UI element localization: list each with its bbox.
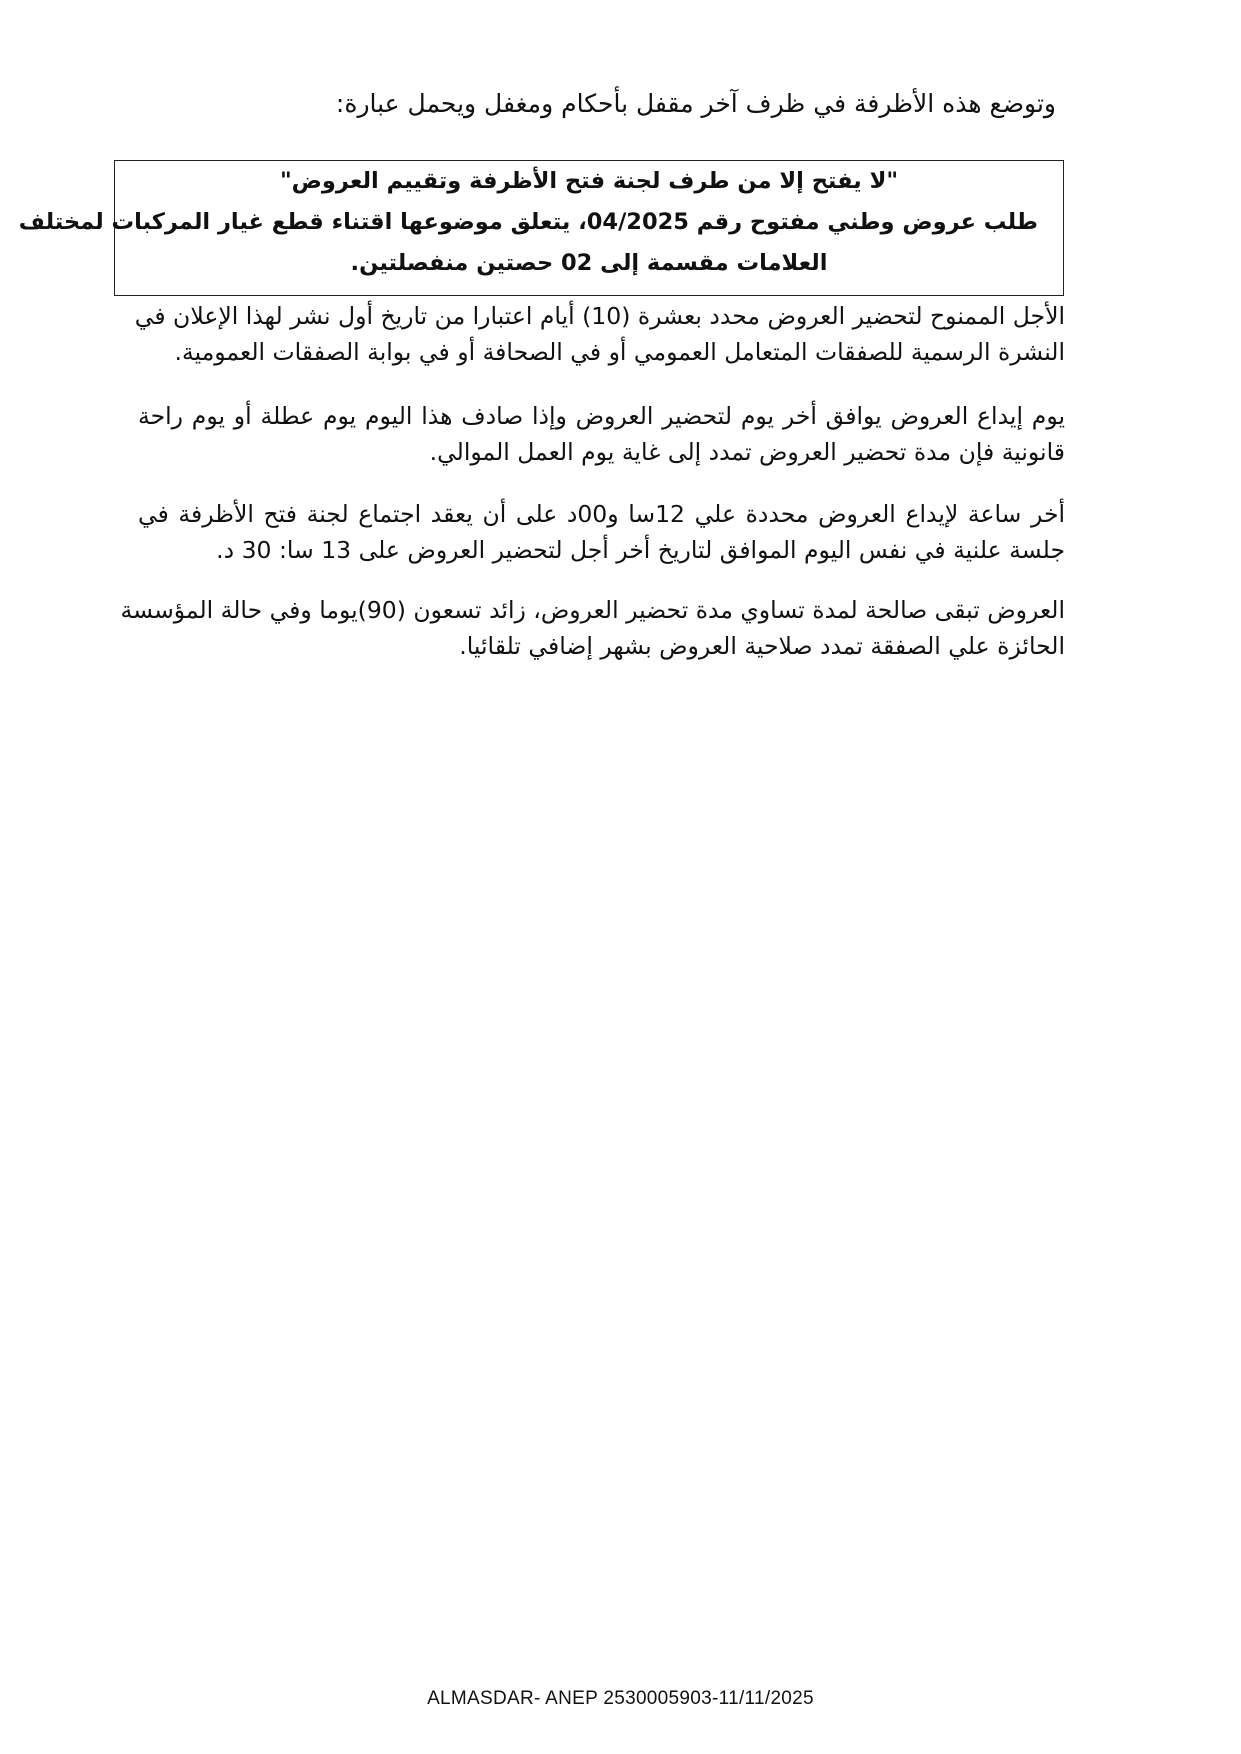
paragraph-line: يوم إيداع العروض يوافق أخر يوم لتحضير العروض وإذا صادف هذا اليوم يوم عطلة أو يوم راحة — [138, 402, 1065, 430]
intro-line: وتوضع هذه الأظرفة في ظرف آخر مقفل بأحكام ومغفل ويحمل عبارة: — [335, 89, 1056, 118]
paragraph-line: النشرة الرسمية للصفقات المتعامل العمومي أو في الصحافة أو في بوابة الصفقات العمومية. — [174, 338, 1065, 366]
paragraph-deposit-hour — [138, 496, 1065, 568]
paragraph-line: الأجل الممنوح لتحضير العروض محدد بعشرة (10) أيام اعتبارا من تاريخ أول نشر لهذا الإعلان في — [134, 302, 1065, 330]
paragraph-line: الحائزة علي الصفقة تمدد صلاحية العروض بشهر إضافي تلقائيا. — [459, 632, 1065, 660]
paragraph-line: أخر ساعة لإيداع العروض محددة علي 12سا و00د على أن يعقد اجتماع لجنة فتح الأظرفة في — [138, 500, 1066, 528]
footer-reference: ALMASDAR- ANEP 2530005903-11/11/2025 — [427, 1688, 814, 1709]
notice-box — [18, 160, 1064, 296]
notice-lots-line: العلامات مقسمة إلى 02 حصتين منفصلتين. — [350, 250, 828, 276]
paragraph-preparation-period — [134, 298, 1065, 370]
paragraph-validity — [120, 592, 1065, 664]
paragraph-line: قانونية فإن مدة تحضير العروض تمدد إلى غاية يوم العمل الموالي. — [429, 438, 1065, 466]
paragraph-line: جلسة علنية في نفس اليوم الموافق لتاريخ أخر أجل لتحضير العروض على 13 سا: 30 د. — [216, 536, 1065, 564]
notice-tender-line: طلب عروض وطني مفتوح رقم 04/2025، يتعلق موضوعها اقتناء قطع غيار المركبات لمختلف — [18, 209, 1038, 235]
paragraph-line: العروض تبقى صالحة لمدة تساوي مدة تحضير العروض، زائد تسعون (90)يوما وفي حالة المؤسسة — [120, 596, 1065, 624]
notice-heading: "لا يفتح إلا من طرف لجنة فتح الأظرفة وتقييم العروض" — [279, 168, 899, 194]
paragraph-deposit-day — [138, 398, 1065, 470]
